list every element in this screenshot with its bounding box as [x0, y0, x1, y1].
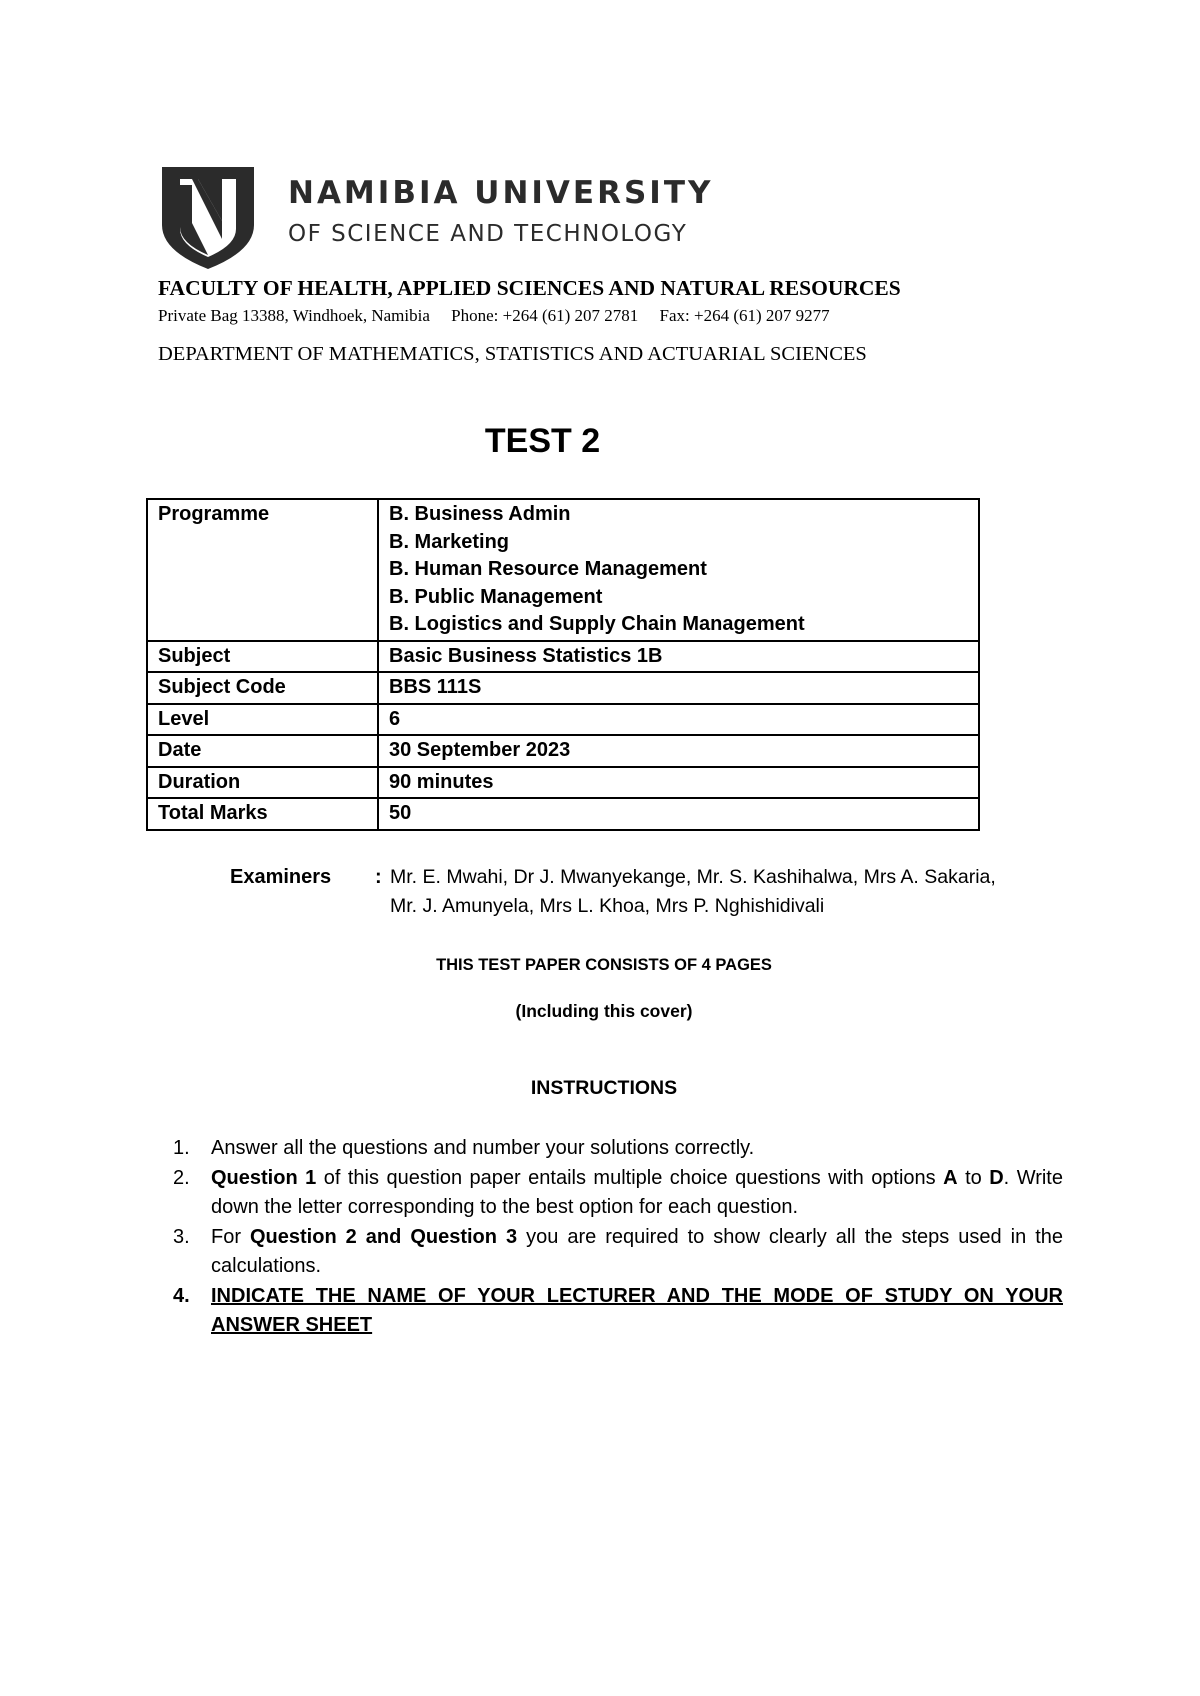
list-item	[173, 1134, 1063, 1164]
examiners-names-line-2: Mr. J. Amunyela, Mrs L. Khoa, Mrs P. Nghishidivali	[390, 895, 825, 917]
row-label: Total Marks	[147, 798, 378, 830]
logo-wordmark	[288, 175, 713, 247]
programme-label: Programme	[147, 499, 378, 641]
logo-line-1: NAMIBIA UNIVERSITY	[288, 175, 714, 211]
logo-line-2: OF SCIENCE AND TECHNOLOGY	[288, 221, 688, 247]
programme-item: B. Marketing	[389, 530, 510, 553]
table-row	[147, 798, 979, 830]
university-crest-icon	[158, 163, 258, 273]
row-value: 90 minutes	[378, 767, 979, 799]
row-label: Duration	[147, 767, 378, 799]
table-row	[147, 735, 979, 767]
programme-list	[378, 499, 979, 641]
phone: Phone: +264 (61) 207 2781	[451, 306, 639, 325]
row-label: Level	[147, 704, 378, 736]
exam-info-table	[146, 498, 980, 831]
instructions-heading: INSTRUCTIONS	[530, 1077, 678, 1099]
programme-item: B. Human Resource Management	[389, 558, 707, 580]
examiners-names-line-1: Mr. E. Mwahi, Dr J. Mwanyekange, Mr. S. Kashihalwa, Mrs A. Sakaria,	[390, 866, 996, 888]
item-text-bold: Question 2 and Question 3	[250, 1225, 518, 1248]
programme-item: B. Business Admin	[389, 503, 571, 525]
row-value: 6	[378, 704, 979, 736]
pages-note: THIS TEST PAPER CONSISTS OF 4 PAGES	[436, 956, 772, 974]
table-row	[147, 641, 979, 673]
row-value: Basic Business Statistics 1B	[378, 641, 979, 673]
item-text: to	[957, 1166, 990, 1189]
table-row	[147, 704, 979, 736]
examiners-label: Examiners	[230, 866, 332, 888]
address: Private Bag 13388, Windhoek, Namibia	[158, 306, 430, 325]
table-row	[147, 672, 979, 704]
item-text-bold: D	[989, 1166, 1004, 1189]
item-text-bold: A	[943, 1166, 958, 1189]
row-value: 50	[378, 798, 979, 830]
examiners-colon: :	[375, 866, 382, 888]
list-item	[173, 1223, 1063, 1282]
item-text-underlined: INDICATE THE NAME OF YOUR LECTURER AND THE MODE OF STUDY ON YOUR ANSWER SHEET	[211, 1284, 1063, 1336]
item-text: of this question paper entails multiple choice questions with options	[316, 1166, 944, 1189]
programme-item: B. Public Management	[389, 585, 603, 608]
item-text: Answer all the questions and number your solutions correctly.	[211, 1137, 755, 1159]
list-item	[173, 1164, 1063, 1223]
cover-note: (Including this cover)	[515, 1001, 693, 1021]
item-number: 3.	[173, 1225, 190, 1248]
table-row	[147, 499, 979, 641]
row-value: 30 September 2023	[378, 735, 979, 767]
row-label: Date	[147, 735, 378, 767]
row-label: Subject	[147, 641, 378, 673]
list-item	[173, 1282, 1063, 1341]
item-text: . Write down the letter corresponding to the best option for each question.	[211, 1166, 1063, 1218]
instructions-list	[173, 1134, 1063, 1341]
item-number: 2.	[173, 1166, 190, 1189]
university-logo	[158, 163, 714, 273]
fax: Fax: +264 (61) 207 9277	[659, 306, 830, 325]
table-row	[147, 767, 979, 799]
item-number: 4.	[173, 1284, 190, 1307]
item-text: you are required to show clearly all the steps used in the calculations.	[211, 1225, 1063, 1277]
item-text: For	[211, 1225, 250, 1248]
contact-line	[158, 306, 830, 326]
row-value: BBS 111S	[378, 672, 979, 704]
faculty-name: FACULTY OF HEALTH, APPLIED SCIENCES AND NATURAL RESOURCES	[158, 276, 901, 300]
department-name: DEPARTMENT OF MATHEMATICS, STATISTICS AND ACTUARIAL SCIENCES	[158, 343, 867, 365]
row-label: Subject Code	[147, 672, 378, 704]
programme-item: B. Logistics and Supply Chain Management	[389, 613, 805, 635]
item-number: 1.	[173, 1137, 190, 1159]
page-title: TEST 2	[484, 422, 601, 460]
item-text-bold: Question 1	[211, 1166, 317, 1189]
